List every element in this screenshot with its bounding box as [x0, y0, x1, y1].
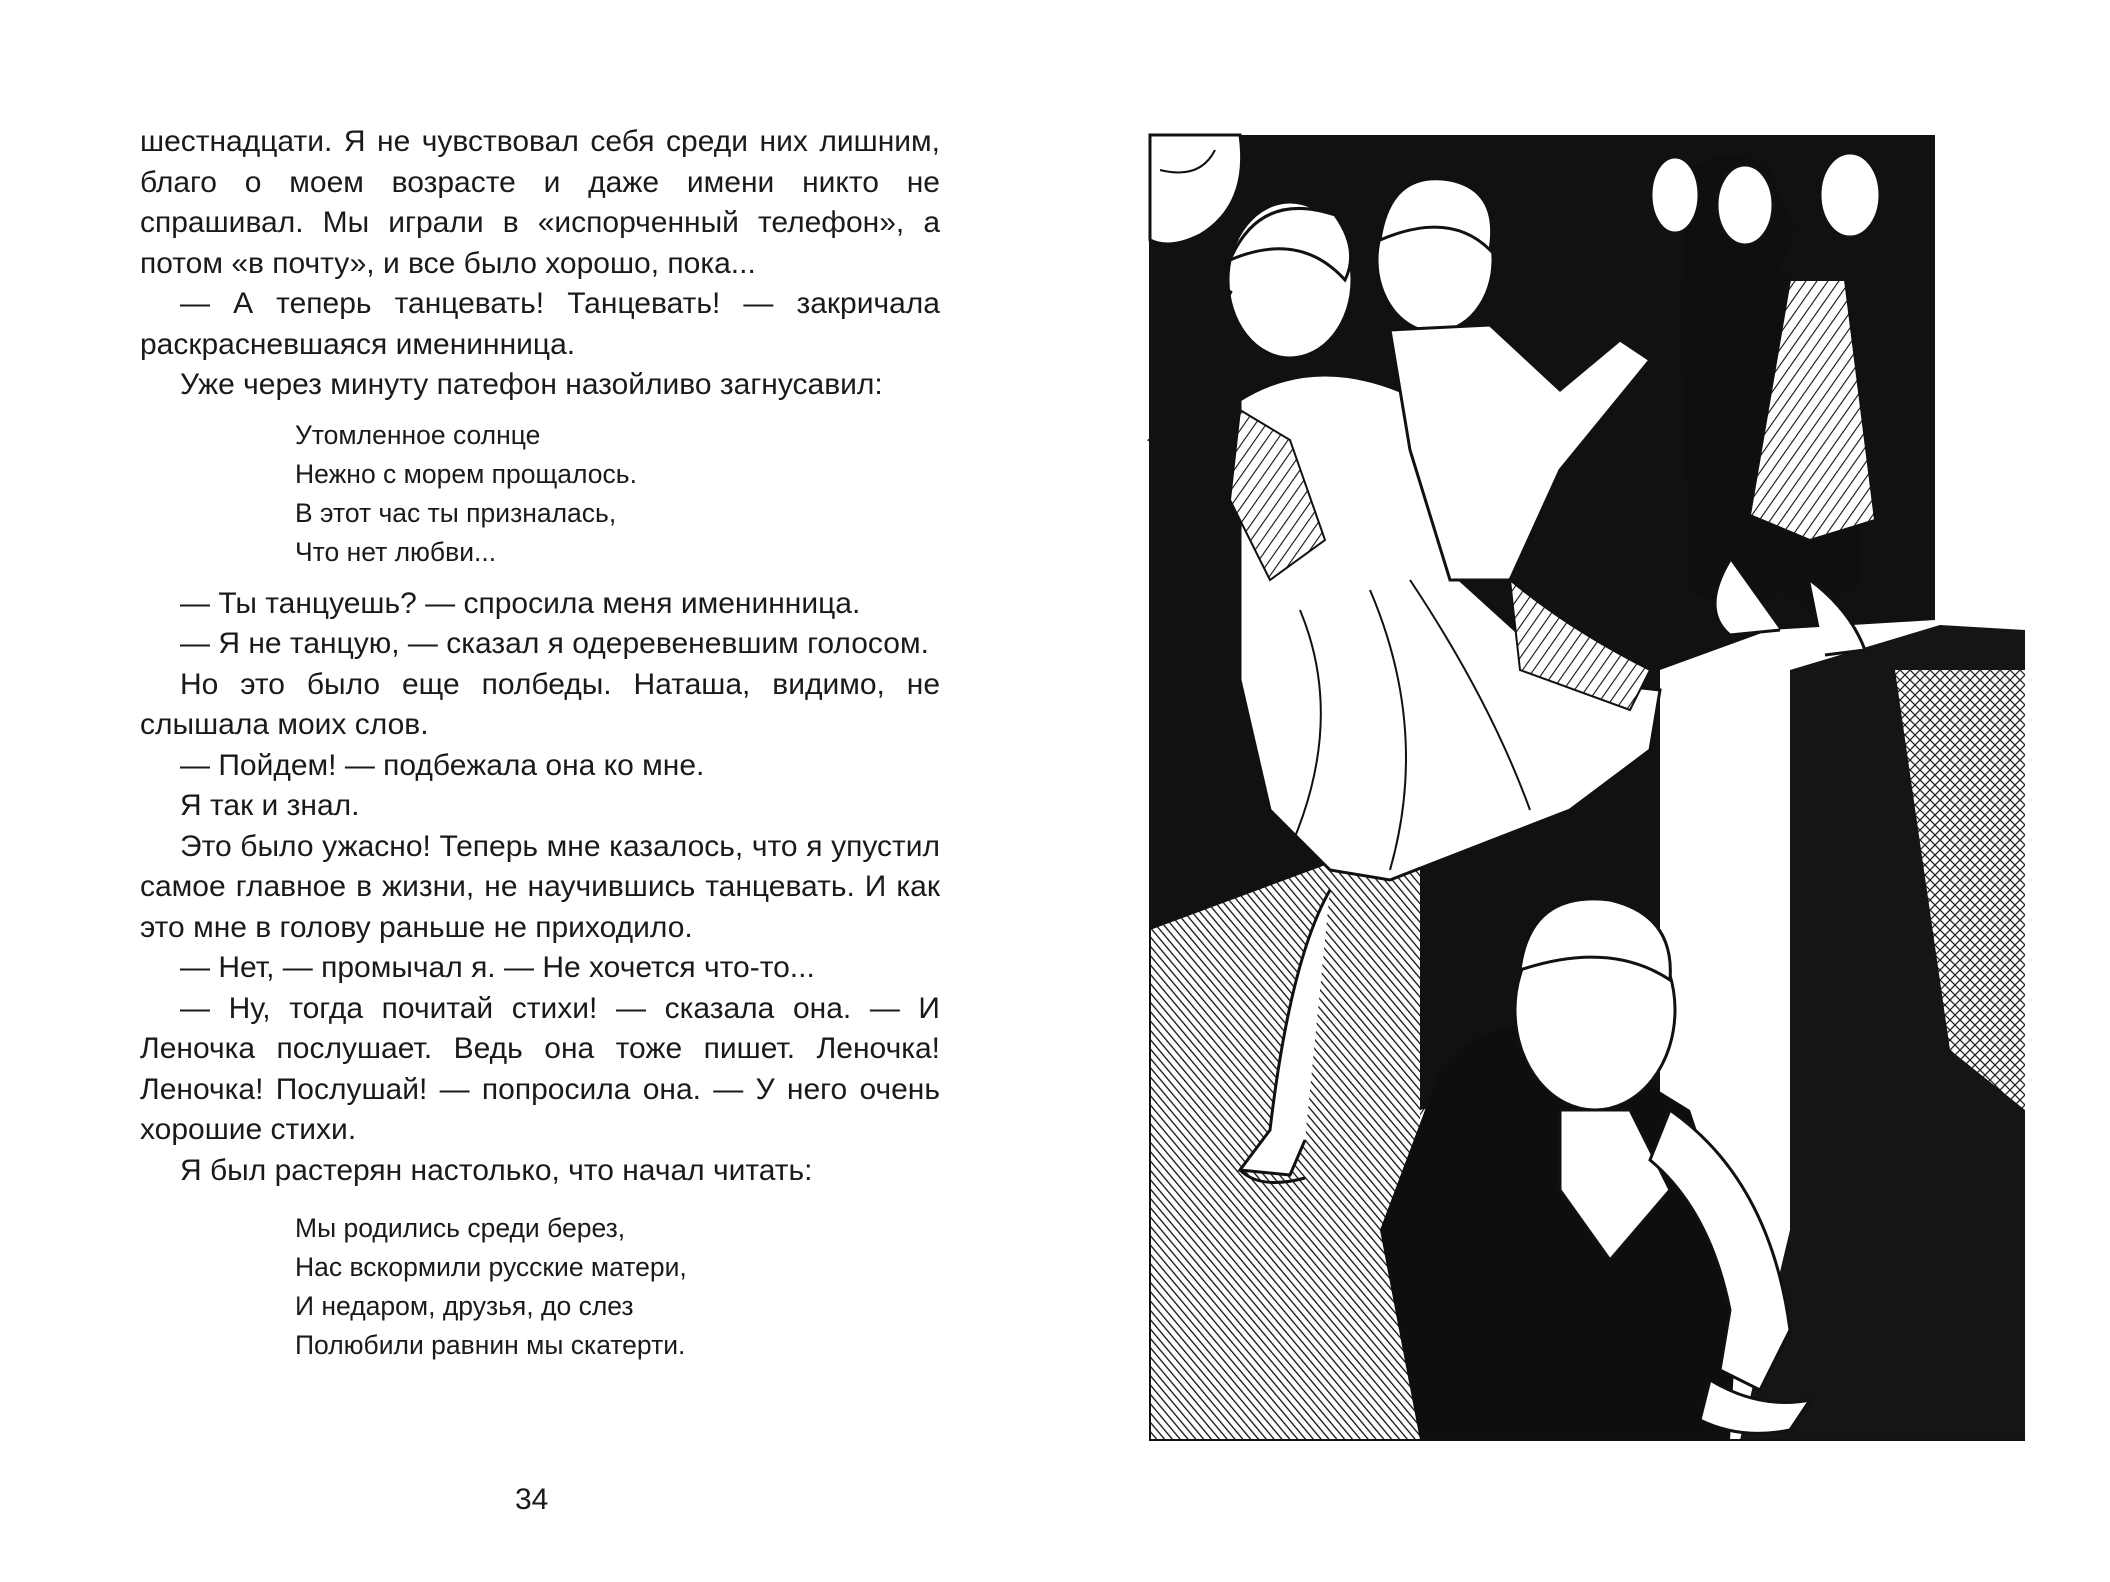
paragraph: Но это было еще полбеды. Наташа, видимо, не слышала моих слов.: [140, 667, 940, 741]
paragraph: Я был растерян настолько, что начал читать:: [180, 1153, 813, 1187]
paragraph: — Ты танцуешь? — спросила меня именинница.: [180, 586, 861, 620]
paragraph: — Нет, — промычал я. — Не хочется что-то...: [180, 951, 815, 984]
poem-line: И недаром, друзья, до слез: [295, 1291, 634, 1321]
paragraph: Я так и знал.: [180, 789, 360, 822]
poem-quote-song: [140, 416, 940, 572]
poem-line: Утомленное солнце: [295, 419, 541, 450]
ink-illustration-dancing-couple: [1090, 110, 2040, 1540]
paragraph: — Пойдем! — подбежала она ко мне.: [180, 748, 705, 782]
text-column: [140, 122, 940, 1365]
poem-line: В этот час ты призналась,: [295, 497, 617, 528]
poem-line: Что нет любви...: [295, 536, 497, 567]
page-number: 34: [515, 1483, 549, 1516]
paragraph: — Ну, тогда почитай стихи! — сказала она. — И Леночка послушает. Ведь она тоже пишет. Леночка! Леночка! Послушай! — попросила она. — У него очень хорошие стихи.: [140, 991, 940, 1146]
paragraph: — А теперь танцевать! Танцевать! — закричала раскрасневшаяся именинница.: [140, 287, 940, 361]
poem-line: Нежно с морем прощалось.: [295, 458, 637, 489]
paragraph: шестнадцати. Я не чувствовал себя среди них лишним, благо о моем возрасте и даже имени никто не спрашивал. Мы играли в «испорченный телефон», а потом «в почту», и все было хорошо, пока...: [140, 125, 940, 280]
paragraph: Это было ужасно! Теперь мне казалось, что я упустил самое главное в жизни, не научившись танцевать. И как это мне в голову раньше не приходило.: [140, 829, 940, 944]
poem-line: Нас вскормили русские матери,: [295, 1252, 687, 1282]
poem-quote-verses: [140, 1209, 940, 1365]
poem-line: Полюбили равнин мы скатерти.: [295, 1330, 686, 1360]
paragraph: — Я не танцую, — сказал я одеревеневшим голосом.: [180, 627, 929, 660]
poem-line: Мы родились среди берез,: [295, 1213, 626, 1243]
paragraph: Уже через минуту патефон назойливо загнусавил:: [180, 368, 883, 401]
